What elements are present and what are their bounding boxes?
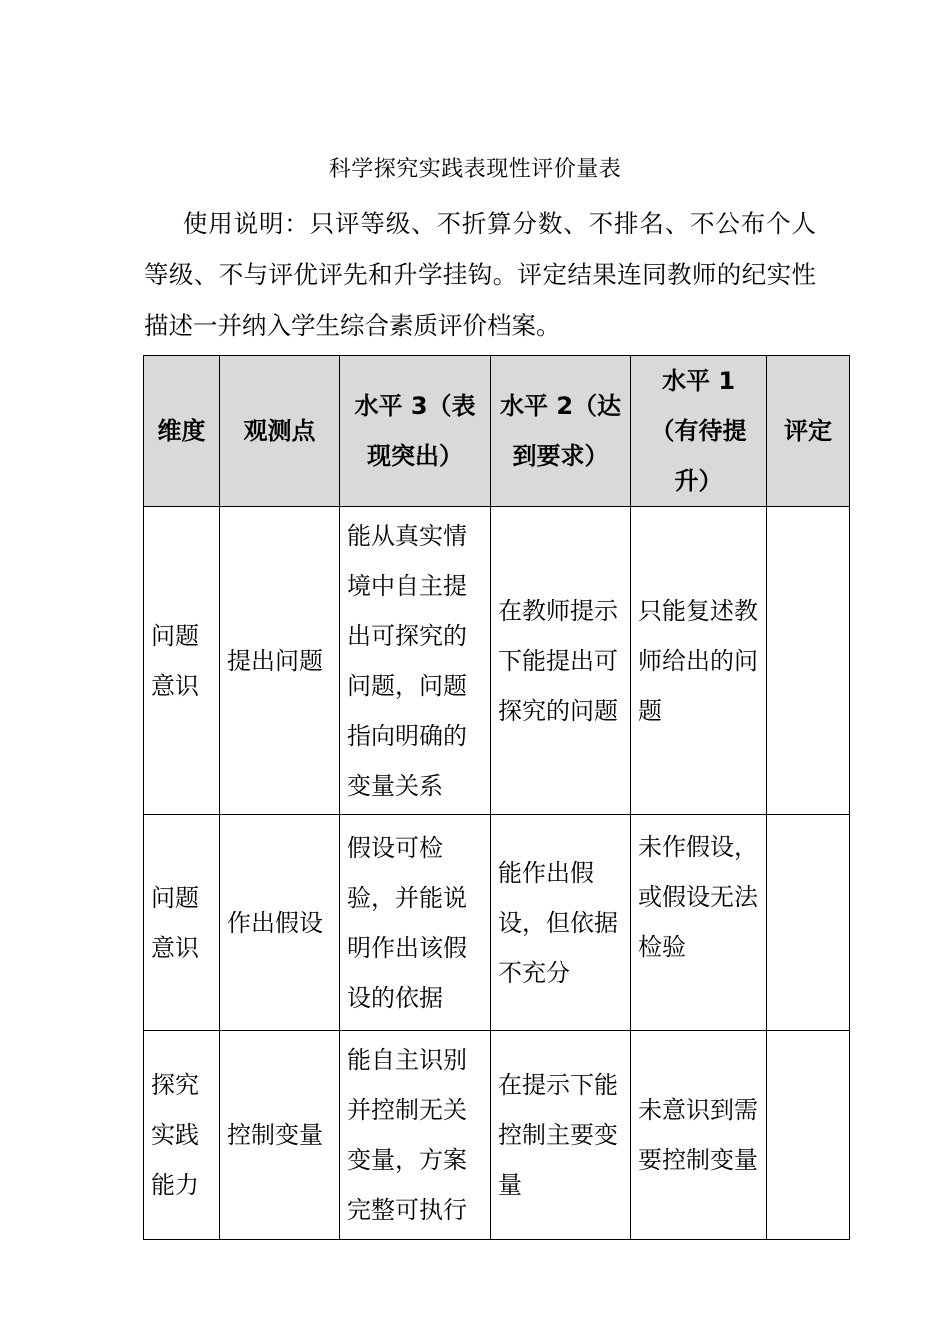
cell-dimension: 探究实践能力 <box>144 1031 220 1240</box>
cell-rating[interactable] <box>767 815 850 1031</box>
table-row <box>144 1031 850 1240</box>
header-level-2: 水平 2（达到要求） <box>491 356 631 507</box>
evaluation-rubric-table <box>143 355 850 1240</box>
table-row <box>144 507 850 815</box>
cell-level-2: 能作出假设，但依据不充分 <box>491 815 631 1031</box>
header-dimension: 维度 <box>144 356 220 507</box>
header-observation: 观测点 <box>220 356 340 507</box>
cell-dimension: 问题意识 <box>144 507 220 815</box>
usage-note <box>144 198 816 351</box>
cell-level-1: 未作假设，或假设无法检验 <box>631 815 767 1031</box>
cell-level-1: 只能复述教师给出的问题 <box>631 507 767 815</box>
cell-level-1: 未意识到需要控制变量 <box>631 1031 767 1240</box>
cell-level-3: 假设可检验，并能说明作出该假设的依据 <box>340 815 491 1031</box>
cell-rating[interactable] <box>767 1031 850 1240</box>
cell-rating[interactable] <box>767 507 850 815</box>
cell-level-3: 能从真实情境中自主提出可探究的问题，问题指向明确的变量关系 <box>340 507 491 815</box>
cell-dimension: 问题意识 <box>144 815 220 1031</box>
header-level-3: 水平 3（表现突出） <box>340 356 491 507</box>
cell-observation: 作出假设 <box>220 815 340 1031</box>
table-row <box>144 815 850 1031</box>
cell-observation: 提出问题 <box>220 507 340 815</box>
cell-observation: 控制变量 <box>220 1031 340 1240</box>
usage-note-text: 使用说明：只评等级、不折算分数、不排名、不公布个人等级、不与评优评先和升学挂钩。评定结果连同教师的纪实性描述一并纳入学生综合素质评价档案。 <box>144 209 816 340</box>
header-rating: 评定 <box>767 356 850 507</box>
table-header-row <box>144 356 850 507</box>
cell-level-3: 能自主识别并控制无关变量，方案完整可执行 <box>340 1031 491 1240</box>
cell-level-2: 在教师提示下能提出可探究的问题 <box>491 507 631 815</box>
cell-level-2: 在提示下能控制主要变量 <box>491 1031 631 1240</box>
header-level-1: 水平 1（有待提升） <box>631 356 767 507</box>
page-title: 科学探究实践表现性评价量表 <box>328 157 622 182</box>
